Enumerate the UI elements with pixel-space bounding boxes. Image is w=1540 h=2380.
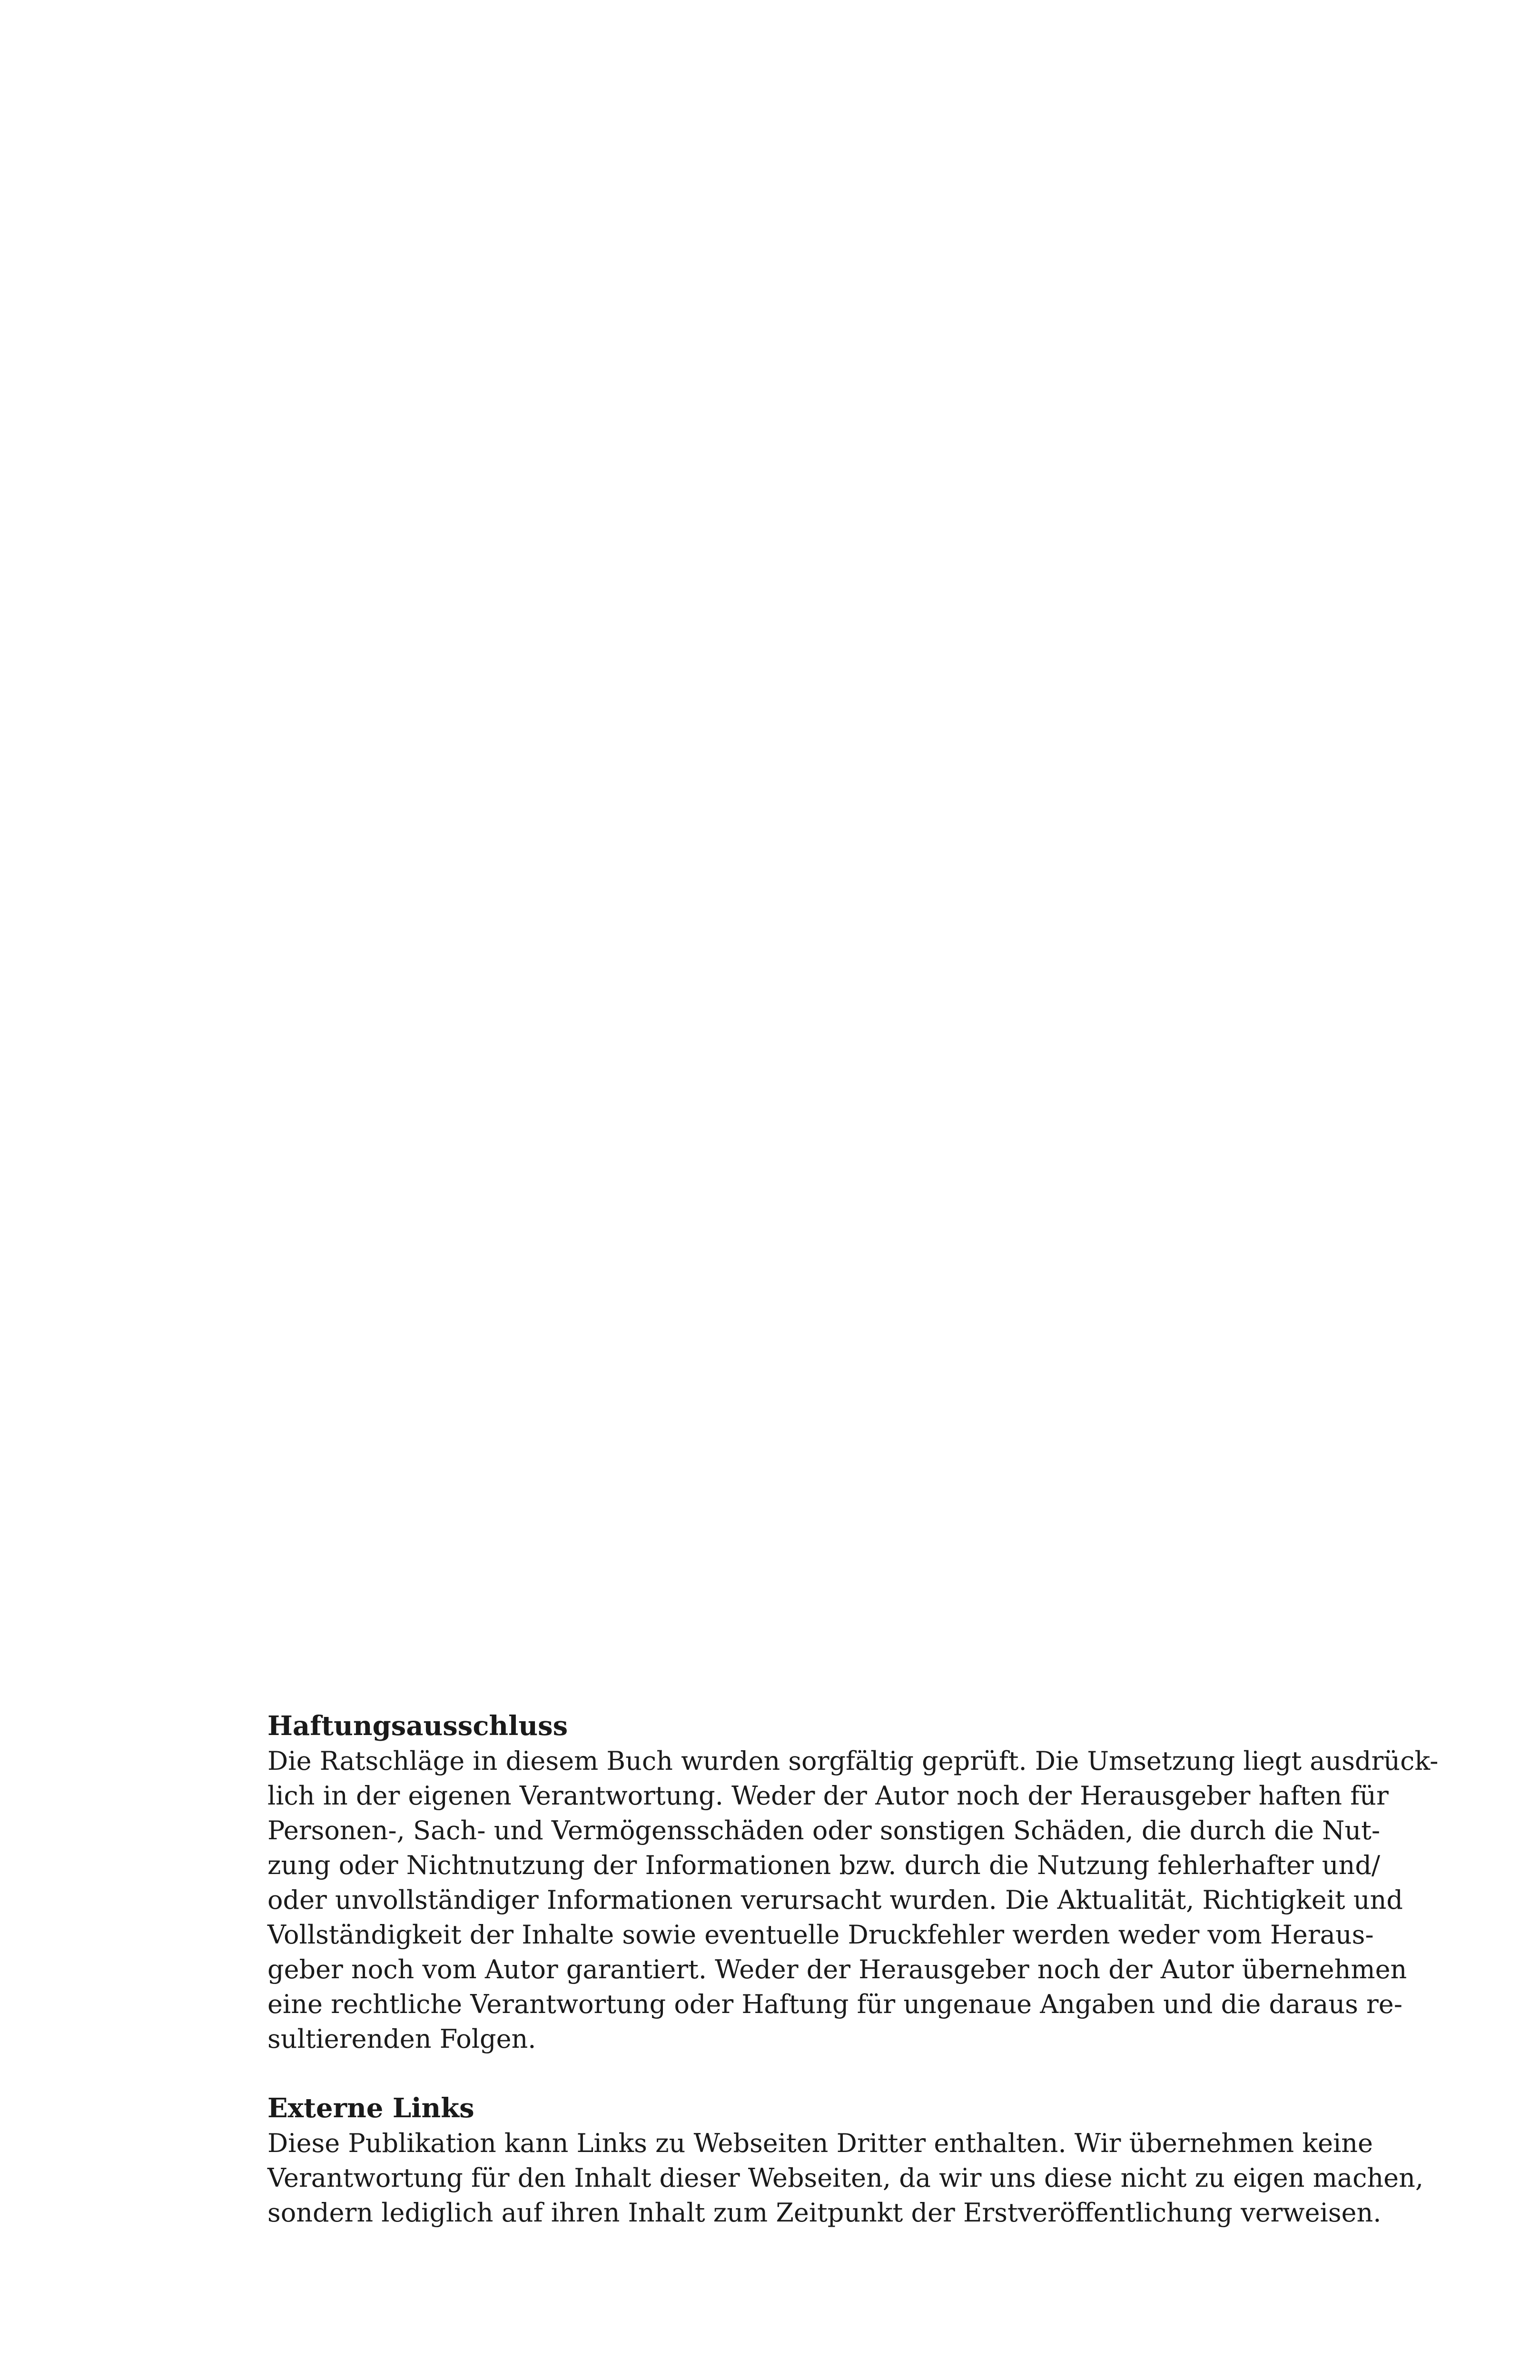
- paragraph-line: Vollständigkeit der Inhalte sowie eventuelle Druckfehler werden weder vom Heraus-: [267, 1920, 1374, 1950]
- paragraph-line: Personen-, Sach- und Vermögensschäden oder sonstigen Schäden, die durch die Nut-: [267, 1815, 1381, 1845]
- paragraph-line: oder unvollständiger Informationen verursacht wurden. Die Aktualität, Richtigkeit und: [267, 1885, 1403, 1915]
- external-links-section: [267, 2091, 1424, 2230]
- paragraph-line: Die Ratschläge in diesem Buch wurden sorgfältig geprüft. Die Umsetzung liegt ausdrück-: [267, 1746, 1439, 1776]
- paragraph-line: geber noch vom Autor garantiert. Weder der Herausgeber noch der Autor übernehmen: [267, 1954, 1407, 1984]
- paragraph-line: eine rechtliche Verantwortung oder Haftung für ungenaue Angaben und die daraus re-: [267, 1989, 1402, 2019]
- disclaimer-section: [267, 1709, 1439, 2056]
- external-links-heading: Externe Links: [267, 2092, 474, 2124]
- paragraph-line: lich in der eigenen Verantwortung. Weder der Autor noch der Herausgeber haften für: [267, 1781, 1389, 1811]
- external-links-paragraph: [267, 2126, 1424, 2230]
- paragraph-line: sondern lediglich auf ihren Inhalt zum Zeitpunkt der Erstveröffentlichung verweisen.: [267, 2198, 1382, 2228]
- paragraph-line: Verantwortung für den Inhalt dieser Webseiten, da wir uns diese nicht zu eigen machen,: [267, 2163, 1424, 2193]
- disclaimer-heading: Haftungsausschluss: [267, 1710, 568, 1742]
- paragraph-line: sultierenden Folgen.: [267, 2024, 536, 2054]
- disclaimer-paragraph: [267, 1744, 1439, 2056]
- paragraph-line: zung oder Nichtnutzung der Informationen bzw. durch die Nutzung fehlerhafter und/: [267, 1850, 1381, 1880]
- paragraph-line: Diese Publikation kann Links zu Webseiten Dritter enthalten. Wir übernehmen keine: [267, 2128, 1373, 2158]
- page-content: [267, 1709, 1439, 2230]
